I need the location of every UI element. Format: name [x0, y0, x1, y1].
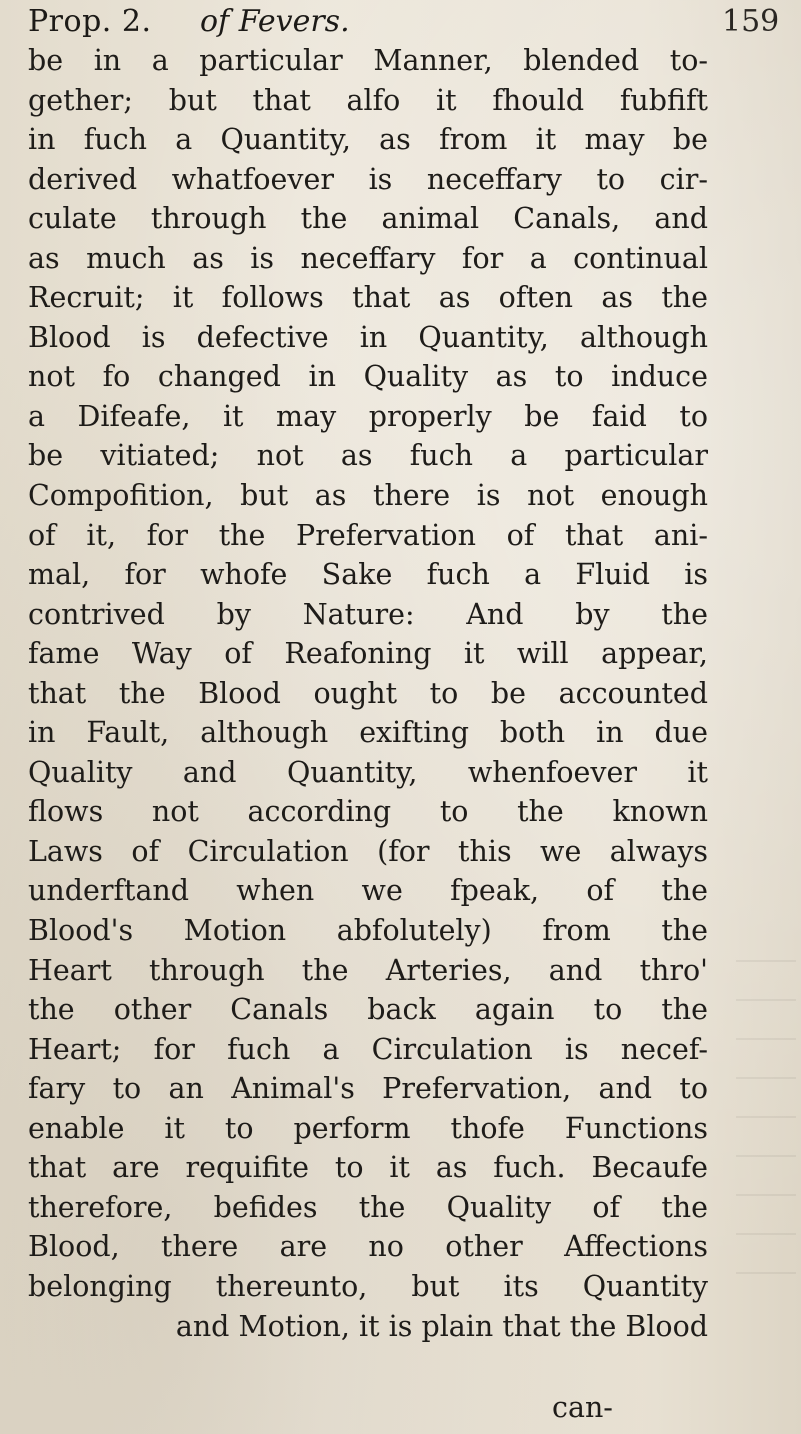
page-number: 159: [722, 4, 780, 39]
show-through-text: [736, 960, 796, 1280]
text-line: Blood's Motion abfolutely) from the: [28, 914, 708, 948]
text-line: mal, for whofe Sake fuch a Fluid is: [28, 558, 708, 592]
text-line: culate through the animal Canals, and: [28, 202, 708, 236]
text-line: in fuch a Quantity, as from it may be: [28, 123, 708, 157]
catchword: can-: [552, 1391, 613, 1424]
text-line: derived whatfoever is neceffary to cir-: [28, 162, 708, 196]
running-title: of Fevers.: [200, 4, 350, 39]
text-line: in Fault, although exifting both in due: [28, 716, 708, 750]
text-line: fary to an Animal's Prefervation, and to: [28, 1072, 708, 1106]
text-line: Laws of Circulation (for this we always: [28, 834, 708, 868]
text-line: be vitiated; not as fuch a particular: [28, 439, 708, 473]
text-line: that the Blood ought to be accounted: [28, 676, 708, 710]
text-line: as much as is neceffary for a continual: [28, 241, 708, 275]
text-line: Heart through the Arteries, and thro': [28, 953, 708, 987]
text-line: gether; but that alfo it fhould fubfift: [28, 83, 708, 117]
text-line: underftand when we fpeak, of the: [28, 874, 708, 908]
text-line: be in a particular Manner, blended to-: [28, 44, 708, 77]
text-line: and Motion, it is plain that the Blood: [175, 1309, 708, 1343]
proposition-label: Prop. 2.: [28, 4, 152, 39]
body-text: [28, 41, 708, 1346]
text-line: fame Way of Reafoning it will appear,: [28, 637, 708, 671]
text-line: enable it to perform thofe Functions: [28, 1111, 708, 1145]
text-line: therefore, befides the Quality of the: [28, 1190, 708, 1224]
text-line: Compofition, but as there is not enough: [28, 479, 708, 513]
text-line: Quality and Quantity, whenfoever it: [28, 755, 708, 789]
text-line: belonging thereunto, but its Quantity: [28, 1269, 708, 1303]
text-line: flows not according to the known: [28, 795, 708, 829]
text-line: a Difeafe, it may properly be faid to: [28, 399, 708, 433]
text-line: Heart; for fuch a Circulation is necef-: [28, 1032, 708, 1066]
text-line: Blood, there are no other Affections: [28, 1230, 708, 1264]
text-line: Recruit; it follows that as often as the: [28, 281, 708, 315]
text-line: of it, for the Prefervation of that ani-: [28, 518, 708, 552]
text-line: contrived by Nature: And by the: [28, 597, 708, 631]
text-line: Blood is defective in Quantity, although: [28, 320, 708, 354]
text-line: the other Canals back again to the: [28, 993, 708, 1027]
text-line: not fo changed in Quality as to induce: [28, 360, 708, 394]
text-line: that are requifite to it as fuch. Becaufe: [28, 1151, 708, 1185]
